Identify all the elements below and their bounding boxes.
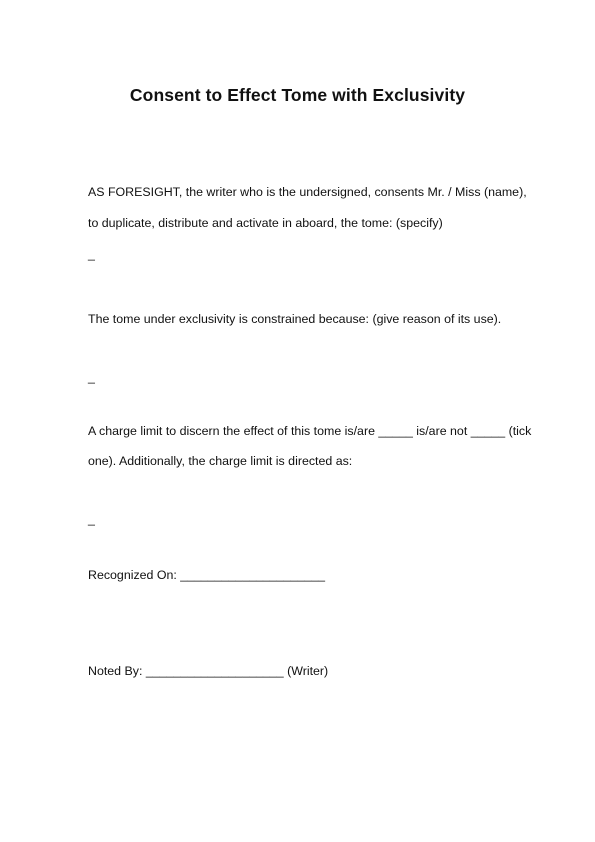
noted-by-line: Noted By: ____________________ (Writer) [88, 664, 329, 678]
blank-line-3: _ [88, 512, 95, 526]
paragraph-1-line-1: AS FORESIGHT, the writer who is the undersigned, consents Mr. / Miss (name), [88, 185, 527, 199]
paragraph-3-line-1: A charge limit to discern the effect of this tome is/are _____ is/are not _____ (tick [88, 424, 532, 438]
paragraph-3-line-2: one). Additionally, the charge limit is directed as: [88, 454, 353, 468]
blank-line-1: _ [88, 247, 95, 261]
document-title: Consent to Effect Tome with Exclusivity [129, 85, 466, 105]
recognized-on-line: Recognized On: _____________________ [88, 568, 326, 582]
paragraph-2-line-1: The tome under exclusivity is constrained because: (give reason of its use). [88, 312, 502, 326]
paragraph-1-line-2: to duplicate, distribute and activate in aboard, the tome: (specify) [88, 216, 443, 230]
blank-line-2: _ [88, 370, 95, 384]
